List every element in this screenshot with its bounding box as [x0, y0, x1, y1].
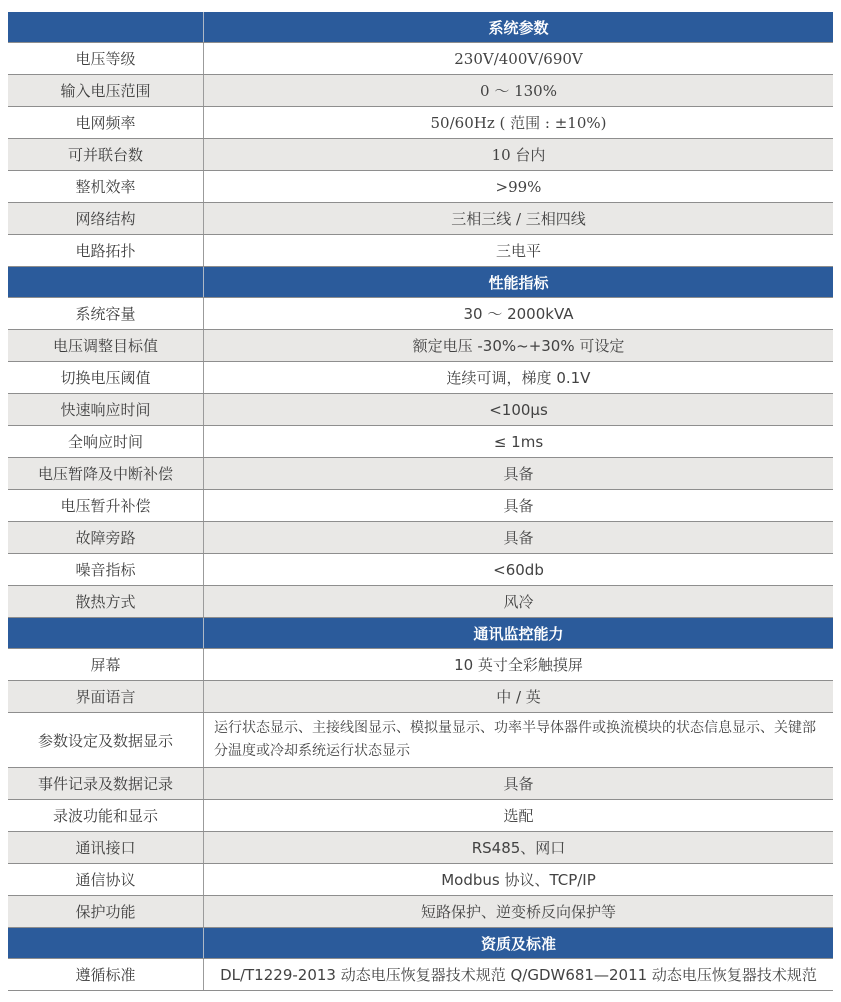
- spec-label: 网络结构: [8, 203, 204, 234]
- spec-row: [8, 586, 833, 618]
- spec-value: 选配: [503, 807, 534, 825]
- spec-value: 0 ～ 130%: [480, 82, 557, 100]
- spec-value: 三相三线 / 三相四线: [451, 210, 586, 228]
- section-header-empty-cell: [8, 618, 204, 648]
- spec-value: 10 台内: [491, 146, 546, 164]
- section-header-row: [8, 928, 833, 959]
- spec-value: 10 英寸全彩触摸屏: [454, 656, 583, 674]
- spec-label: 屏幕: [8, 649, 204, 680]
- spec-label: 电路拓扑: [8, 235, 204, 266]
- section-header-row: [8, 267, 833, 298]
- spec-row: [8, 330, 833, 362]
- section-header-title: 资质及标准: [480, 934, 556, 953]
- spec-value: 30 ～ 2000kVA: [463, 305, 574, 323]
- spec-label: 电压等级: [8, 43, 204, 74]
- spec-label: 快速响应时间: [8, 394, 204, 425]
- spec-label: 输入电压范围: [8, 75, 204, 106]
- spec-label: 保护功能: [8, 896, 204, 927]
- spec-value: <60db: [493, 560, 544, 579]
- spec-row: [8, 107, 833, 139]
- spec-value: 具备: [503, 497, 534, 515]
- spec-value: 连续可调，梯度 0.1V: [446, 369, 591, 387]
- spec-value: 具备: [503, 465, 534, 483]
- spec-value: >99%: [495, 177, 542, 196]
- spec-row: [8, 426, 833, 458]
- spec-row: [8, 959, 833, 991]
- spec-row: [8, 800, 833, 832]
- spec-value: 中 / 英: [496, 688, 541, 706]
- section-header-title: 系统参数: [488, 18, 549, 37]
- spec-row: [8, 649, 833, 681]
- spec-label: 噪音指标: [8, 554, 204, 585]
- spec-row: [8, 235, 833, 267]
- spec-label: 电网频率: [8, 107, 204, 138]
- spec-label: 事件记录及数据记录: [8, 768, 204, 799]
- spec-label: 电压暂升补偿: [8, 490, 204, 521]
- spec-row: [8, 139, 833, 171]
- spec-value: 额定电压 -30%~+30% 可设定: [412, 337, 625, 355]
- section-header-title: 性能指标: [488, 273, 549, 292]
- spec-row: [8, 832, 833, 864]
- spec-label: 遵循标准: [8, 959, 204, 990]
- spec-value: 短路保护、逆变桥反向保护等: [420, 903, 616, 921]
- spec-label: 散热方式: [8, 586, 204, 617]
- spec-label: 通信协议: [8, 864, 204, 895]
- spec-row: [8, 298, 833, 330]
- spec-row: [8, 43, 833, 75]
- section-header-empty-cell: [8, 928, 204, 958]
- spec-row: [8, 394, 833, 426]
- section-header-title: 通讯监控能力: [473, 624, 564, 643]
- spec-row: [8, 75, 833, 107]
- section-header-empty-cell: [8, 267, 204, 297]
- spec-row: [8, 458, 833, 490]
- spec-value: <100μs: [489, 400, 548, 419]
- spec-value: Modbus 协议、TCP/IP: [441, 871, 596, 889]
- section-header-row: [8, 12, 833, 43]
- spec-label: 界面语言: [8, 681, 204, 712]
- spec-value: 三电平: [495, 242, 541, 260]
- spec-row: [8, 203, 833, 235]
- section-header-row: [8, 618, 833, 649]
- spec-row: [8, 554, 833, 586]
- spec-row: [8, 896, 833, 928]
- spec-value: 具备: [503, 529, 534, 547]
- spec-label: 电压暂降及中断补偿: [8, 458, 204, 489]
- spec-label: 全响应时间: [8, 426, 204, 457]
- spec-row: [8, 171, 833, 203]
- spec-label: 切换电压阈值: [8, 362, 204, 393]
- spec-label: 系统容量: [8, 298, 204, 329]
- spec-row: [8, 362, 833, 394]
- spec-label: 电压调整目标值: [8, 330, 204, 361]
- spec-row: [8, 681, 833, 713]
- spec-value: 230V/400V/690V: [454, 49, 583, 68]
- spec-label: 录波功能和显示: [8, 800, 204, 831]
- spec-value: ≤ 1ms: [493, 432, 544, 451]
- spec-label: 故障旁路: [8, 522, 204, 553]
- spec-value: 运行状态显示、主接线图显示、模拟量显示、功率半导体器件或换流模块的状态信息显示、关键部分温度或冷却系统运行状态显示: [214, 720, 816, 759]
- spec-value: RS485、网口: [471, 839, 566, 857]
- section-header-empty-cell: [8, 12, 204, 42]
- spec-value: 风冷: [503, 593, 534, 611]
- spec-row: [8, 713, 833, 768]
- spec-row: [8, 864, 833, 896]
- spec-row: [8, 522, 833, 554]
- spec-label: 可并联台数: [8, 139, 204, 170]
- spec-label: 通讯接口: [8, 832, 204, 863]
- spec-row: [8, 490, 833, 522]
- spec-value: 50/60Hz ( 范围 : ±10%): [430, 114, 607, 132]
- spec-row: [8, 768, 833, 800]
- spec-label: 整机效率: [8, 171, 204, 202]
- spec-value: DL/T1229-2013 动态电压恢复器技术规范 Q/GDW681—2011 动态电压恢复器技术规范: [220, 966, 817, 984]
- spec-value: 具备: [503, 775, 534, 793]
- spec-label: 参数设定及数据显示: [8, 713, 204, 767]
- spec-table: [8, 12, 833, 991]
